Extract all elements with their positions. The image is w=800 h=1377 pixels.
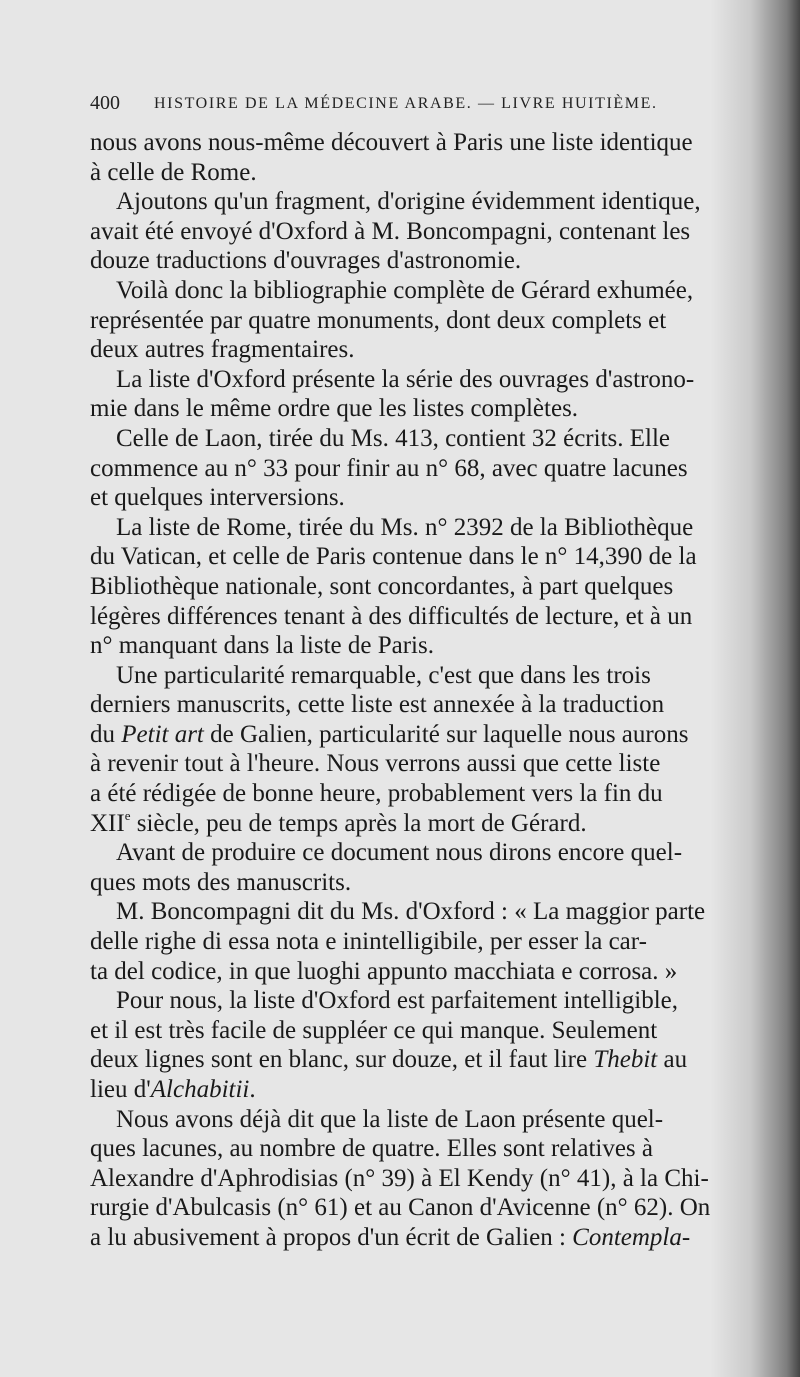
body-text (90, 128, 730, 1253)
text-line: légères différences tenant à des difficultés de lecture, et à un (90, 602, 693, 630)
text-line: mie dans le même ordre que les listes complètes. (90, 395, 579, 423)
text-line: du Vatican, et celle de Paris contenue dans le n° 14,390 de la (90, 543, 697, 571)
text-line: lieu d'Alchabitii. (90, 1076, 256, 1103)
text-line: et il est très facile de suppléer ce qui manque. Seulement (90, 1016, 658, 1044)
text-line: Pour nous, la liste d'Oxford est parfaitement intelligible, (116, 987, 679, 1015)
page-header (90, 92, 710, 116)
text-line: ques mots des manuscrits. (90, 868, 352, 896)
italic-span: Thebit (593, 1046, 658, 1074)
text-line: commence au n° 33 pour finir au n° 68, avec quatre lacunes (90, 454, 688, 482)
text-line: Celle de Laon, tirée du Ms. 413, contient 32 écrits. Elle (116, 424, 671, 452)
text-line: XIIe siècle, peu de temps après la mort de Gérard. (90, 807, 587, 837)
text-line: douze traductions d'ouvrages d'astronomie. (90, 247, 522, 275)
text-line: Alexandre d'Aphrodisias (n° 39) à El Kendy (n° 41), à la Chi- (90, 1164, 709, 1192)
text-line: avait été envoyé d'Oxford à M. Boncompagni, contenant les (90, 217, 691, 245)
text-line: Avant de produire ce document nous dirons encore quel- (116, 839, 683, 867)
italic-span: Alchabitii (150, 1076, 250, 1103)
text-line: rurgie d'Abulcasis (n° 61) et au Canon d'Avicenne (n° 62). On (90, 1194, 711, 1222)
text-line: nous avons nous-même découvert à Paris une liste identique (90, 129, 693, 156)
text-line: a été rédigée de bonne heure, probablement vers la fin du (90, 780, 663, 808)
text-line: Une particularité remarquable, c'est que dans les trois (116, 661, 651, 689)
text-line: La liste de Rome, tirée du Ms. n° 2392 de la Bibliothèque (116, 513, 694, 541)
text-line: à revenir tout à l'heure. Nous verrons aussi que cette liste (90, 750, 661, 778)
text-line: à celle de Rome. (90, 158, 257, 186)
text-line: ques lacunes, au nombre de quatre. Elles sont relatives à (90, 1135, 654, 1163)
text-line: du Petit art de Galien, particularité sur laquelle nous aurons (90, 720, 689, 748)
text-line: ta del codice, in que luoghi appunto macchiata e corrosa. » (90, 957, 678, 985)
text-line: deux autres fragmentaires. (90, 336, 355, 364)
text-line: La liste d'Oxford présente la série des ouvrages d'astrono- (116, 365, 695, 393)
text-line: n° manquant dans la liste de Paris. (90, 632, 434, 660)
text-line: deux lignes sont en blanc, sur douze, et il faut lire Thebit au (90, 1046, 688, 1074)
text-line: M. Boncompagni dit du Ms. d'Oxford : « La maggior parte (116, 898, 706, 926)
page-number: 400 (90, 92, 120, 114)
text-line: Nous avons déjà dit que la liste de Laon présente quel- (116, 1105, 664, 1133)
text-line: Ajoutons qu'un fragment, d'origine évidemment identique, (116, 188, 701, 216)
text-line: et quelques interversions. (90, 484, 345, 512)
italic-span: Petit art (121, 720, 204, 748)
text-line: delle righe di essa nota e inintelligibile, per esser la car- (90, 928, 647, 956)
running-title: HISTOIRE DE LA MÉDECINE ARABE. — LIVRE HUITIÈME. (154, 95, 658, 112)
text-line: représentée par quatre monuments, dont deux complets et (90, 306, 667, 334)
text-line: a lu abusivement à propos d'un écrit de Galien : Contempla- (90, 1223, 691, 1251)
text-line: derniers manuscrits, cette liste est annexée à la traduction (90, 691, 665, 719)
text-line: Voilà donc la bibliographie complète de Gérard exhumée, (116, 276, 694, 304)
text-line: Bibliothèque nationale, sont concordantes, à part quelques (90, 572, 674, 600)
italic-span: Contempla- (572, 1223, 691, 1251)
